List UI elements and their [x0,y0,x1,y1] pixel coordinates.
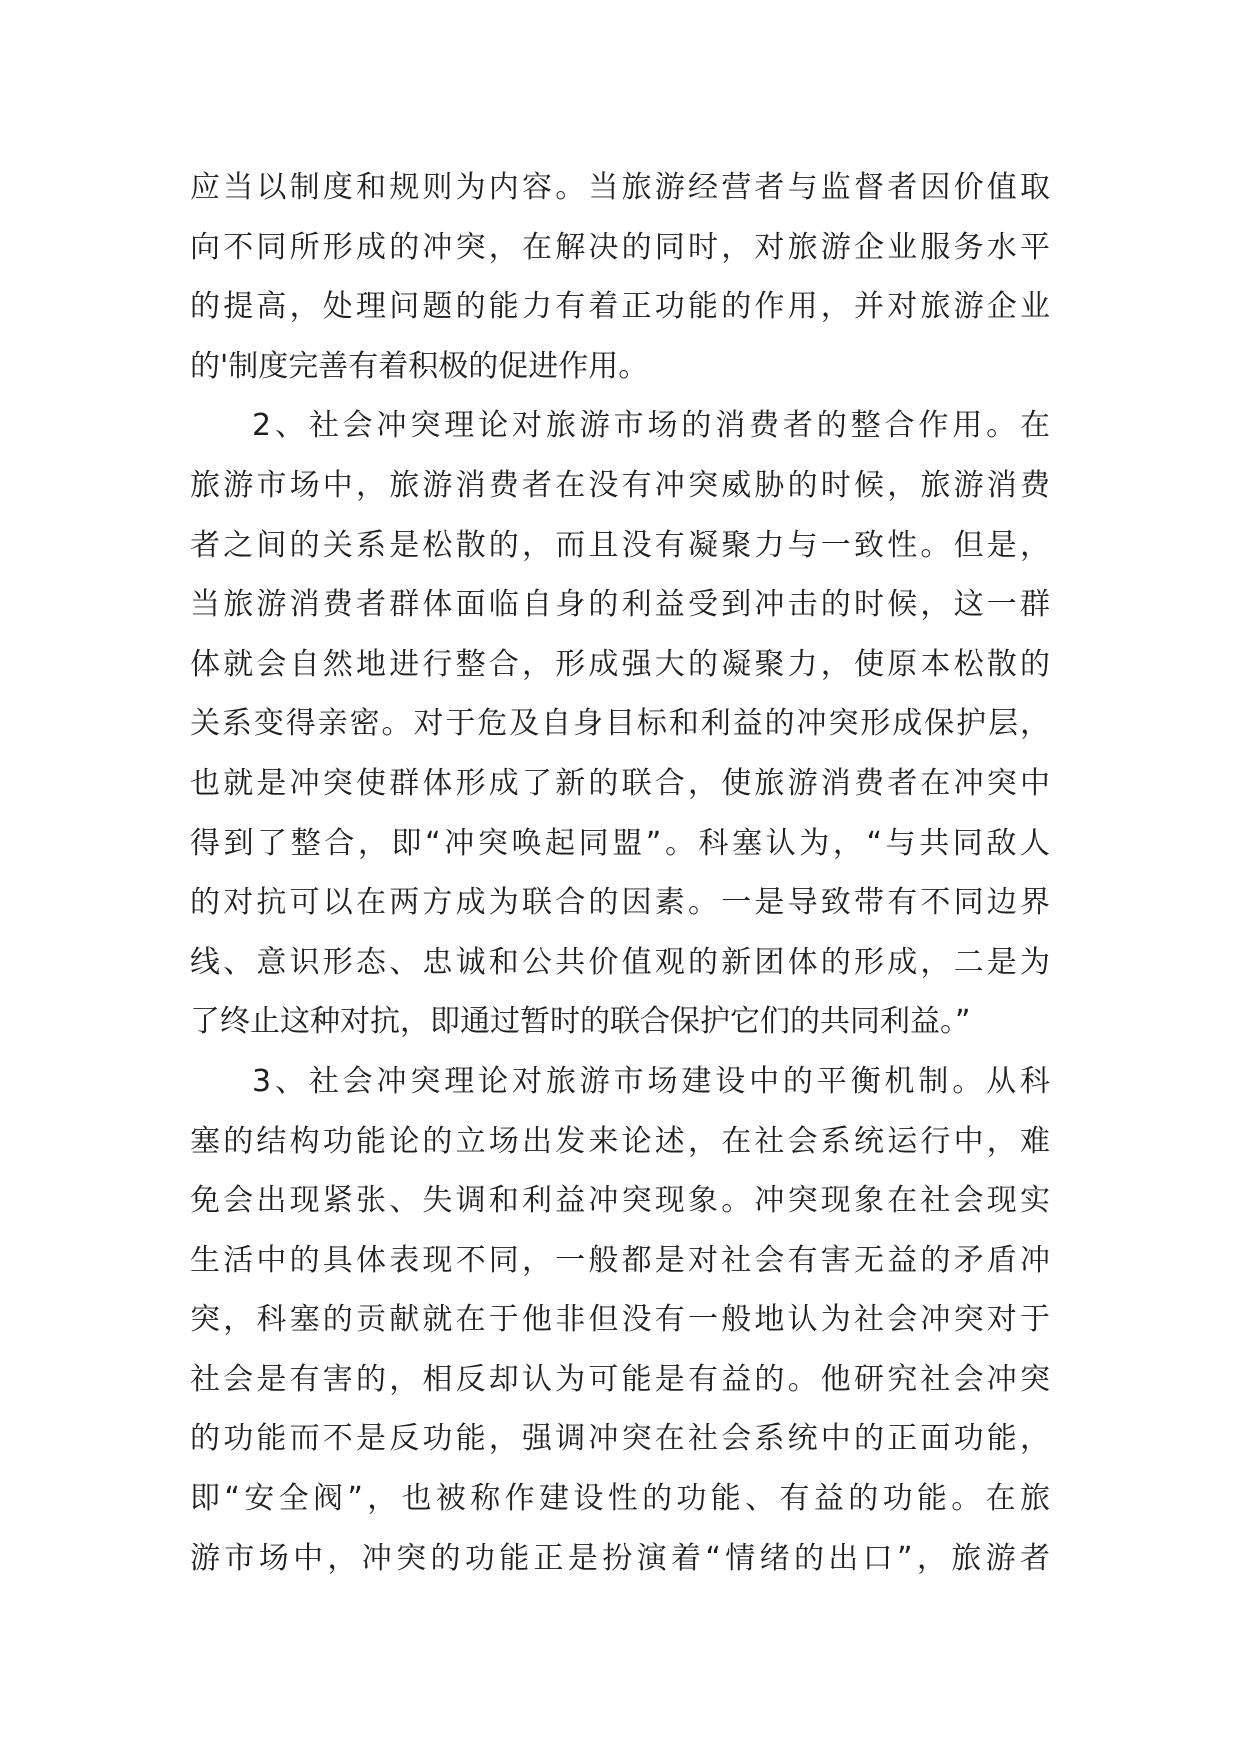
text-line: 免会出现紧张、失调和利益冲突现象。冲突现象在社会现实 [190,1183,1050,1219]
text-line: 社会是有害的，相反却认为可能是有益的。他研究社会冲突 [190,1361,1050,1397]
text-line: 向不同所形成的冲突，在解决的同时，对旅游企业服务水平 [190,229,1050,265]
document-body [190,158,1050,1588]
text-line: 当旅游消费者群体面临自身的利益受到冲击的时候，这一群 [190,587,1050,623]
text-line: 突，科塞的贡献就在于他非但没有一般地认为社会冲突对于 [190,1302,1050,1338]
text-line: 关系变得亲密。对于危及自身目标和利益的冲突形成保护层， [190,706,1050,742]
text-line: 的提高，处理问题的能力有着正功能的作用，并对旅游企业 [190,289,1050,325]
text-line: 生活中的具体表现不同，一般都是对社会有害无益的矛盾冲 [190,1242,1050,1278]
text-line: 即“安全阀”，也被称作建设性的功能、有益的功能。在旅 [190,1481,1050,1517]
paragraph-3-first-line: 3、社会冲突理论对旅游市场建设中的平衡机制。从科 [252,1063,1050,1099]
text-line: 的对抗可以在两方成为联合的因素。一是导致带有不同边界 [190,885,1050,921]
text-line: 游市场中，冲突的功能正是扮演着“情绪的出口”，旅游者 [190,1540,1050,1576]
text-line: 的'制度完善有着积极的促进作用。 [190,348,649,384]
text-line: 旅游市场中，旅游消费者在没有冲突威胁的时候，旅游消费 [190,467,1050,503]
text-line: 应当以制度和规则为内容。当旅游经营者与监督者因价值取 [190,170,1050,205]
text-line: 线、意识形态、忠诚和公共价值观的新团体的形成，二是为 [190,944,1050,980]
text-line: 塞的结构功能论的立场出发来论述，在社会系统运行中，难 [190,1123,1050,1159]
text-line: 了终止这种对抗，即通过暂时的联合保护它们的共同利益。” [190,1004,971,1040]
text-line: 得到了整合，即“冲突唤起同盟”。科塞认为，“与共同敌人 [190,825,1050,861]
text-line: 者之间的关系是松散的，而且没有凝聚力与一致性。但是， [190,527,1050,563]
text-line: 体就会自然地进行整合，形成强大的凝聚力，使原本松散的 [190,646,1050,682]
text-line: 也就是冲突使群体形成了新的联合，使旅游消费者在冲突中 [190,765,1050,801]
text-line: 的功能而不是反功能，强调冲突在社会系统中的正面功能， [190,1421,1050,1457]
paragraph-2-first-line: 2、社会冲突理论对旅游市场的消费者的整合作用。在 [252,408,1050,444]
